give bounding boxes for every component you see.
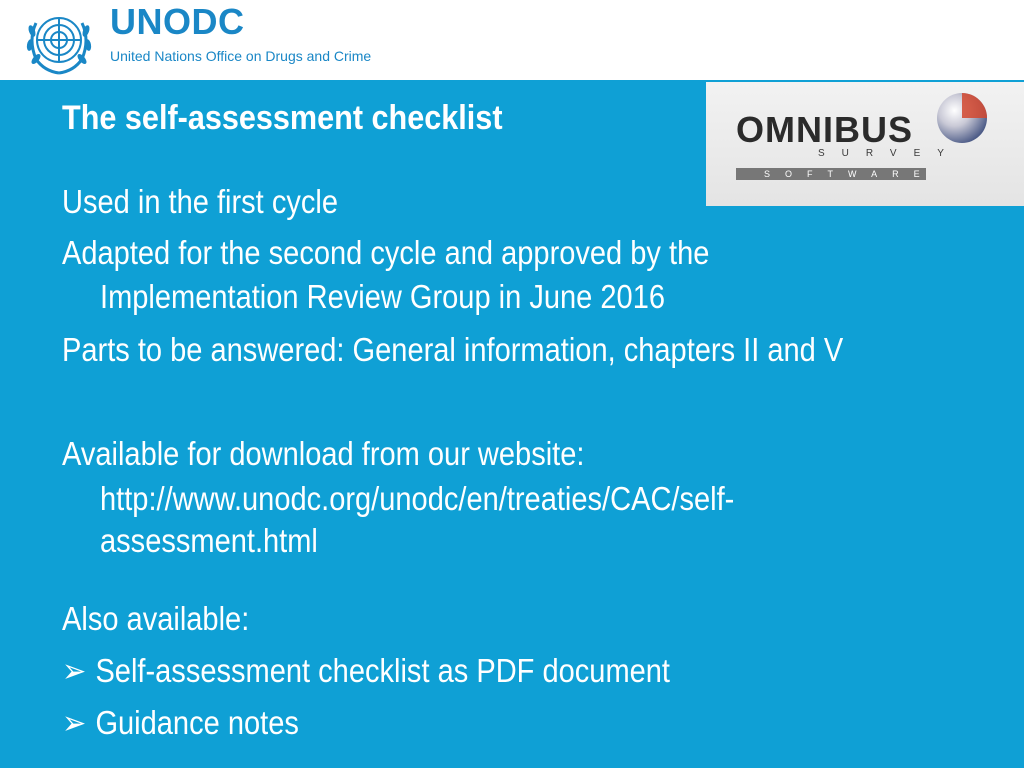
text-line: Parts to be answered: General information, chapters II and V	[62, 331, 844, 368]
slide-body	[0, 80, 1024, 768]
bullet-text: Guidance notes	[95, 704, 299, 741]
bullet-item	[62, 649, 670, 693]
arrow-bullet-icon: ➢	[62, 704, 87, 741]
arrow-bullet-icon: ➢	[62, 652, 87, 689]
omnibus-logo	[706, 82, 1024, 206]
header-bar	[0, 0, 1024, 80]
website-link-cont[interactable]: assessment.html	[100, 522, 318, 559]
omnibus-software-text: SOFTWARE	[764, 169, 935, 179]
omnibus-survey-text: SURVEY	[818, 148, 961, 159]
omnibus-sphere-icon	[934, 90, 990, 146]
slide-title: The self-assessment checklist	[62, 99, 503, 137]
omnibus-wordmark: OMNIBUS	[736, 109, 913, 150]
text-line: Available for download from our website:	[62, 435, 585, 472]
bullet-text: Self-assessment checklist as PDF document	[95, 652, 671, 689]
org-name: UNODC	[110, 1, 245, 42]
text-line: Implementation Review Group in June 2016	[100, 278, 666, 315]
un-emblem-icon	[22, 3, 96, 77]
bullet-item	[62, 701, 299, 745]
website-link[interactable]: http://www.unodc.org/unodc/en/treaties/CAC/self-	[100, 480, 735, 517]
text-line: Used in the first cycle	[62, 183, 338, 220]
text-line: Also available:	[62, 600, 250, 637]
text-line: Adapted for the second cycle and approved by the	[62, 234, 710, 271]
org-full-name: United Nations Office on Drugs and Crime	[110, 48, 372, 64]
